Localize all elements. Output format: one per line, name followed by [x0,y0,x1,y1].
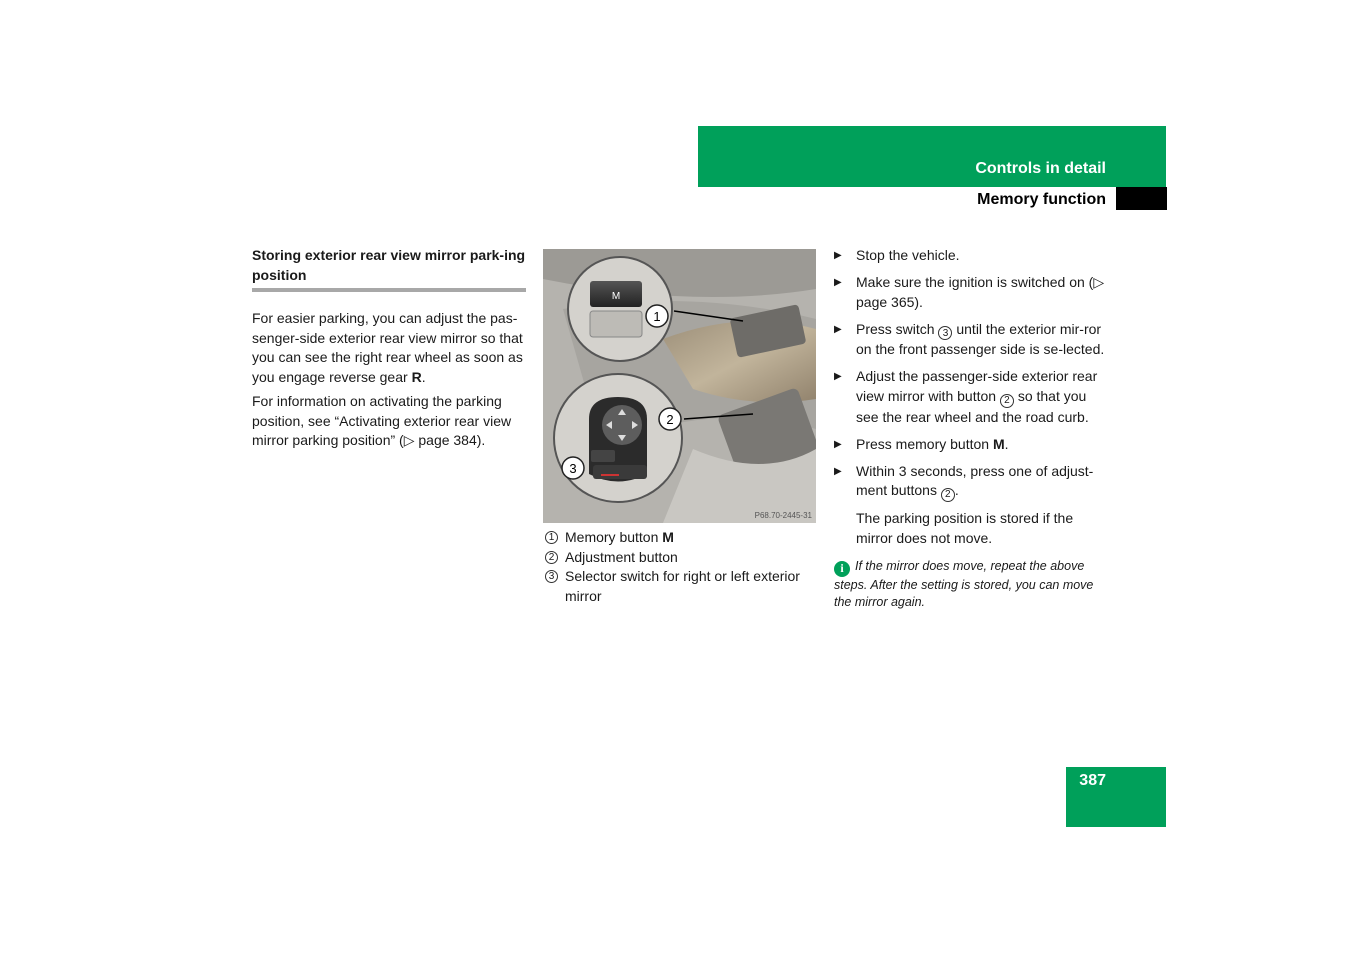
chapter-title: Controls in detail [975,160,1106,177]
legend-item [543,548,823,568]
step-text [856,435,1009,455]
step-text-part: Press memory button [856,435,993,452]
left-column [252,246,526,451]
callout-1-label: 1 [653,309,661,324]
step-text: Make sure the ignition is switched on (▷ page 365). [856,274,1105,310]
legend-bold: M [662,529,674,545]
door-panel-figure [543,249,816,523]
step-result: The parking position is stored if the mirror does not move. [856,510,1074,546]
legend-item [543,528,823,548]
legend-number: 1 [545,531,558,544]
step-text-part: . [1004,435,1009,452]
page-number: 387 [1079,772,1106,789]
steps-column [834,246,1109,611]
note-text: If the mirror does move, repeat the above steps. After the setting is stored, you can move the mirror again. [834,559,1094,609]
step-item [834,435,1109,455]
step-text-part: Press switch [856,320,939,337]
legend-number: 2 [545,551,558,564]
step-item [834,273,1109,312]
step-text [856,320,1109,360]
step-text-part: until the exterior mir-ror on the front passenger side is se-lected. [856,320,1105,358]
step-text: Stop the vehicle. [856,247,960,263]
callout-number: 3 [938,326,952,340]
info-paragraph: For information on activating the parking position, see “Activating exterior rear view mirror parking position” (▷ page 384). [252,393,512,448]
step-arrow-icon: ▶ [834,371,842,383]
callout-3-label: 3 [569,461,577,476]
figure-reference: P68.70-2445-31 [754,511,812,520]
step-text [856,367,1109,427]
intro-end: . [421,368,426,385]
step-item [834,320,1109,360]
step-arrow-icon: ▶ [834,465,842,477]
step-item [834,246,1109,266]
door-panel-illustration [543,249,816,523]
info-icon: i [834,561,850,577]
step-text-part: Within 3 seconds, press one of adjust-ment buttons [856,462,1094,498]
intro-text: For easier parking, you can adjust the pas-senger-side exterior rear view mirror so that you can see the right rear wheel as soon as you engage reverse gear [252,310,523,385]
legend-label: Selector switch for right or left exterior mirror [565,568,800,604]
legend-item [543,567,823,606]
figure-legend [543,528,823,606]
reverse-gear-label: R [411,368,422,385]
callout-number: 2 [941,488,955,502]
memory-button-m-label: M [611,291,621,302]
legend-label: Memory button [565,529,663,545]
section-title: Memory function [977,191,1106,208]
step-item [834,367,1109,427]
step-arrow-icon: ▶ [834,250,842,261]
step-text-part: . [954,482,959,498]
legend-text [565,528,674,548]
step-arrow-icon: ▶ [834,323,842,335]
step-item [834,462,1109,502]
callout-2-label: 2 [666,412,674,427]
callout-number: 2 [1000,394,1014,408]
memory-button-label: M [992,435,1005,452]
intro-paragraph [252,309,526,387]
step-arrow-icon: ▶ [834,438,842,450]
legend-number: 3 [545,570,558,583]
step-arrow-icon: ▶ [834,277,842,288]
info-note [834,558,1109,611]
legend-label: Adjustment button [565,548,678,565]
step-text [856,462,1109,502]
step-text-part: so that you see the rear wheel and the road curb. [856,387,1089,425]
section-heading: Storing exterior rear view mirror park-ing position [252,246,526,292]
step-text-part: Adjust the passenger-side exterior rear view mirror with button [856,368,1098,404]
section-tab-marker [1116,187,1167,210]
